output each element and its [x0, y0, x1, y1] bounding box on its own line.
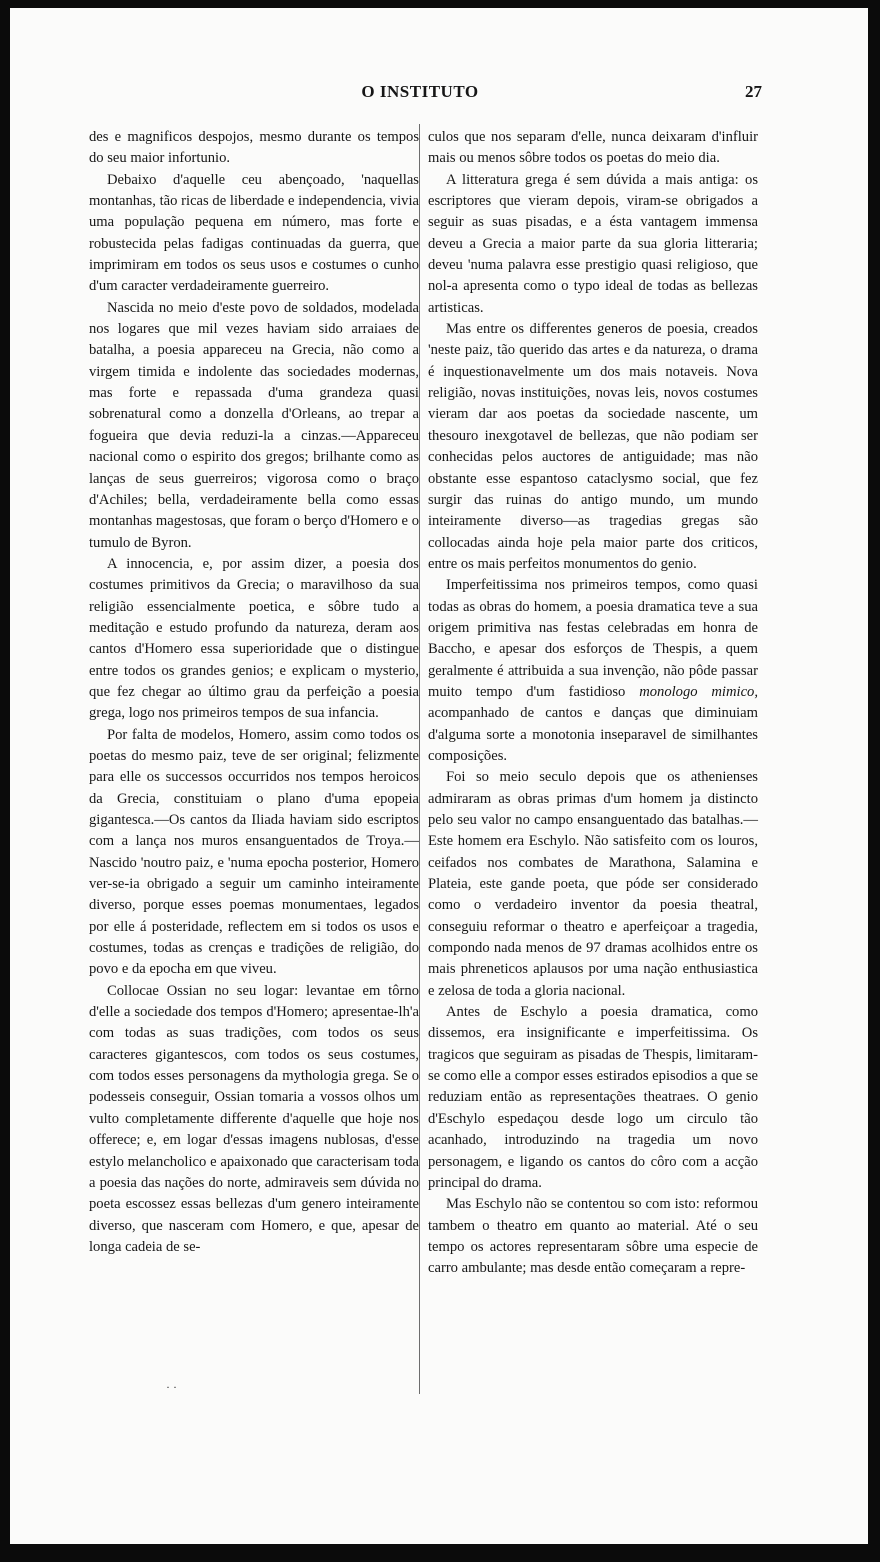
paragraph: Nascida no meio d'este povo de soldados, modelada nos logares que mil vezes haviam sido arraiaes de batalha, a poesia appareceu na Grecia, não como a virgem timida e indolente das sociedades modernas, mas forte e repassada d'uma grandeza quasi sobrenatural como a donzella d'Orleans, ao trepar a fogueira que devia reduzi-la a cinzas.—Appareceu nacional como o espirito dos gregos; brilhante como as lanças de seus guerreiros; vigorosa como o braço d'Achiles; bella, verdadeiramente bella como essas montanhas magestosas, que foram o berço d'Homero e o tumulo de Byron.	[89, 299, 419, 551]
paragraph: Mas Eschylo não se contentou so com isto: reformou tambem o theatro em quanto ao material. Até o seu tempo os actores representaram sôbre uma especie de carro ambulante; mas desde então começaram a repre-	[428, 1196, 758, 1277]
print-speck: · ·	[166, 1380, 177, 1394]
paragraph: Mas entre os differentes generos de poesia, creados 'neste paiz, tão querido das artes e da natureza, o drama é inquestionavelmente um dos mais notaveis. Nova religião, novas instituições, novas leis, novos costumes vieram dar aos poetas da sociedade nascente, um thesouro inexgotavel de bellezas, que não podiam ser conhecidas pelos auctores de antiguidade; mas não obstante esse espantoso cataclysmo social, que fez surgir das ruinas do antigo mundo, um mundo inteiramente diverso—as tragedias gregas são collocadas ainda hoje pela maior parte dos criticos, entre os mais perfeitos monumentos do genio.	[428, 321, 758, 572]
paragraph	[428, 575, 758, 767]
running-header-title: O INSTITUTO	[361, 82, 479, 101]
paragraph: Foi so meio seculo depois que os athenienses admiraram as obras primas d'um homem ja distincto pelo seu valor no campo ensanguentado das batalhas.—Este homem era Eschylo. Não satisfeito com os louros, ceifados nos combates de Marathona, Salamina e Plateia, este gande poeta, que póde ser considerado como o verdadeiro inventor da poesia theatral, conseguiu reformar o theatro e aperfeiçoar a tragedia, compondo nada menos de 97 dramas acolhidos entre os mais phreneticos aplausos por uma nação enthusiastica e zelosa de toda a gloria nacional.	[428, 769, 758, 999]
right-column	[428, 127, 758, 1280]
paragraph: Por falta de modelos, Homero, assim como todos os poetas do mesmo paiz, teve de ser original; felizmente para elle os successos occurridos nos tempos heroicos da Grecia, constituiam o plano d'uma epopeia gigantesca.—Os cantos da Iliada haviam sido escriptos com a lança nos muros ensanguentados de Troya.—Nascido 'noutro paiz, e 'numa epocha posterior, Homero ver-se-ia obrigado a seguir um caminho inteiramente diverso, porque esses poemas monumentaes, legados por elle á posteridade, reflectem em si todos os usos e costumes, todas as crenças e tradições de religião, do povo e da epocha em que viveu.	[89, 726, 419, 978]
paragraph-text: Imperfeitissima nos primeiros tempos, como quasi todas as obras do homem, a poesia dramatica teve a sua origem primitiva nas festas celebradas em honra de Baccho, e apesar dos esforços de Thespis, a quem geralmente é attribuida a sua invenção, não pôde passar muito tempo d'um fastidioso	[428, 577, 758, 700]
paragraph: A innocencia, e, por assim dizer, a poesia dos costumes primitivos da Grecia; o maravilhoso da sua religião essencialmente poetica, e sôbre tudo a meditação e estudo profundo da natureza, deram aos cantos d'Homero essa superioridade que o distingue entre todos os grandes genios; e explicam o mysterio, que fez chegar ao último grau da perfeição a poesia grega, logo nos primeiros tempos de sua infancia.	[89, 555, 419, 722]
italic-term: monologo mimico,	[639, 683, 759, 700]
paragraph: Debaixo d'aquelle ceu abençoado, 'naquellas montanhas, tão ricas de liberdade e independencia, vivia uma população pequena em número, mas forte e robustecida pelas fadigas continuadas da guerra, que imprimiram em todos os seus usos e costumes o cunho d'um caracter verdadeiramente guerreiro.	[89, 171, 419, 295]
paragraph-text: acompanhado de cantos e danças que diminuiam d'alguma sorte a monotonia inseparavel de similhantes composições.	[428, 705, 758, 764]
paragraph: Collocae Ossian no seu logar: levantae em tôrno d'elle a sociedade dos tempos d'Homero; apresentae-lh'a com todas as suas tradições, com todos os seus caracteres gigantescos, com todos os seus costumes, com todos esses personagens da mythologia grega. Se o podesseis conseguir, Ossian tomaria a vossos olhos um vulto completamente differente d'aquelle que hoje nos offerece; e, em logar d'essas imagens nublosas, d'esse estylo melancholico e apaixonado que caracterisam toda a poesia das nações do norte, admiraveis sem dúvida no poeta escossez essas bellezas d'um genero inteiramente diverso, que nasceram com Homero, e que, apesar de longa cadeia de se-	[89, 982, 419, 1255]
paragraph: A litteratura grega é sem dúvida a mais antiga: os escriptores que vieram depois, viram-se obrigados a seguir as suas pisadas, e a ésta vantagem immensa deveu a Grecia a maior parte da sua gloria litteraria; deveu 'numa palavra esse prestigio quasi religioso, que nol-a apresenta como o typo ideal de todas as bellezas artisticas.	[428, 171, 758, 316]
left-column	[89, 127, 419, 1258]
paragraph: culos que nos separam d'elle, nunca deixaram d'influir mais ou menos sôbre todos os poetas do meio dia.	[428, 129, 758, 167]
paragraph: Antes de Eschylo a poesia dramatica, como dissemos, era insignificante e imperfeitissima. Os tragicos que seguiram as pisadas de Thespis, limitaram-se como elle a compor esses estirados episodios a que se reduziam então as representações theatraes. O genio d'Eschylo espedaçou desde logo um circulo tão acanhado, introduzindo na tragedia um novo personagem, e ligando os cantos do côro com a acção principal do drama.	[428, 1004, 758, 1191]
page-number: 27	[745, 82, 762, 101]
column-divider	[419, 124, 420, 1394]
paragraph: des e magnificos despojos, mesmo durante os tempos do seu maior infortunio.	[89, 129, 419, 167]
